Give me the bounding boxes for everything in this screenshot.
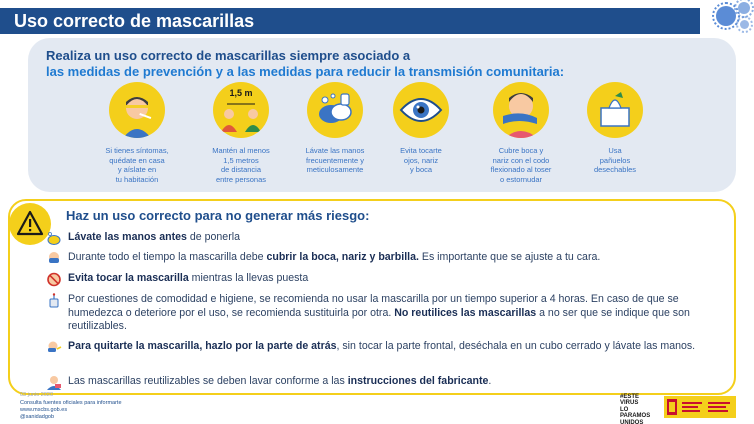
header-bar	[0, 8, 700, 34]
measure-text-line: de distancia	[220, 165, 262, 174]
cover-cough-icon	[493, 82, 549, 138]
measure-text-line: Mantén al menos	[212, 146, 270, 155]
measure-text-line: frecuentemente y	[306, 155, 364, 165]
measure-text-line: nariz con el codo	[492, 155, 550, 165]
rule-item	[46, 231, 722, 246]
slogan-line: UNIDOS	[620, 419, 644, 424]
page-title: Uso correcto de mascarillas	[14, 11, 255, 31]
eye-icon	[393, 82, 449, 138]
rule-text: Por cuestiones de comodidad e higiene, se recomienda no usar la mascarilla por un tiempo superior a 4 horas. En caso de que se humedezca o deteriore por el uso, se recomienda sustituirla por otra.	[68, 293, 679, 319]
distance-badge: 1,5 m	[229, 88, 253, 98]
measure-no-touch-face	[376, 82, 466, 175]
rule-item	[46, 272, 722, 287]
tissue-box-icon	[587, 82, 643, 138]
rule-text: mientras la llevas puesta	[188, 272, 309, 284]
rule-text: Las mascarillas reutilizables se deben lavar conforme a las	[68, 375, 348, 387]
rule-bold-text: Para quitarte la mascarilla, hazlo por la parte de atrás	[68, 340, 337, 352]
rule-bold-text: No reutilices las mascarillas	[394, 306, 537, 319]
footer-date: 03 junio 2020	[20, 392, 54, 398]
measure-text-line: 1,5 metros	[223, 155, 259, 165]
rules-title: Haz un uso correcto para no generar más riesgo:	[66, 208, 370, 223]
footer-website: www.mscbs.gob.es	[20, 407, 68, 413]
intro-line-2: las medidas de prevención y a las medidas para reducir la transmisión comunitaria:	[46, 64, 565, 79]
measure-hand-wash	[290, 82, 380, 175]
measure-distance	[196, 82, 286, 184]
slogan-line: PARAMOS	[620, 413, 651, 420]
rule-bold-text: instrucciones del fabricante	[347, 375, 489, 387]
measure-text-line: y aíslate en	[117, 165, 157, 174]
measure-stay-home	[92, 82, 182, 184]
mask-small-icon	[46, 251, 62, 266]
measure-text-line: y boca	[409, 165, 433, 174]
rule-text: a no ser que se indique que son reutilizables.	[68, 306, 690, 332]
hand-wash-icon	[307, 82, 363, 138]
measure-text-line: entre personas	[215, 174, 267, 184]
measure-tissues	[570, 82, 660, 175]
measure-text-line: Cubre boca y	[498, 146, 544, 155]
rule-bold-text: Evita tocar la mascarilla	[68, 272, 189, 284]
rule-item	[46, 340, 722, 355]
rule-item	[46, 251, 722, 266]
footer-sources: Consulta fuentes oficiales para informarte	[20, 400, 122, 406]
measure-text-line: pañuelos	[599, 155, 631, 165]
intro-line-1: Realiza un uso correcto de mascarillas siempre asociado a	[46, 48, 411, 63]
rule-text: , sin tocar la parte frontal, deséchala en un cubo cerrado y lávate las manos.	[336, 340, 696, 352]
rule-item	[46, 375, 722, 390]
hand-wash-small-icon	[46, 231, 62, 246]
measure-text-line: ojos, nariz	[403, 155, 439, 165]
footer-handle: @sanidadgob	[20, 414, 55, 420]
measure-text-line: desechables	[593, 165, 637, 174]
measure-text-line: Usa	[608, 146, 622, 155]
measure-text-line: tu habitación	[115, 174, 159, 184]
slogan-line: LO	[620, 406, 629, 413]
measure-cover-cough	[476, 82, 566, 184]
measure-text-line: o estornudar	[499, 174, 543, 184]
campaign-slogan	[620, 394, 658, 424]
rule-bold-text: cubrir la boca, nariz y barbilla.	[266, 251, 419, 263]
distance-icon	[213, 82, 269, 138]
measure-text-line: quédate en casa	[109, 155, 165, 165]
rule-text: Es importante que se ajuste a tu cara.	[418, 251, 601, 263]
washing-icon	[46, 375, 62, 390]
measure-text-line: meticulosamente	[306, 165, 364, 174]
measure-text-line: Lávate las manos	[305, 146, 365, 155]
rule-text: Durante todo el tiempo la mascarilla debe	[68, 251, 267, 263]
measure-text-line: Si tienes síntomas,	[105, 146, 169, 155]
no-touch-icon	[46, 272, 62, 287]
hygiene-icon	[46, 293, 62, 308]
sick-person-icon	[109, 82, 165, 138]
remove-mask-icon	[46, 340, 62, 355]
measure-text-line: Evita tocarte	[400, 146, 442, 155]
measure-text-line: flexionado al toser	[490, 165, 552, 174]
warning-icon	[9, 203, 51, 245]
slogan-line: #ESTE	[620, 394, 640, 400]
rule-text: de ponerla	[186, 231, 240, 243]
government-logo	[664, 396, 736, 418]
rule-text: .	[488, 375, 492, 387]
rule-item	[46, 293, 722, 334]
rule-bold-text: Lávate las manos antes	[68, 231, 187, 243]
slogan-line: VIRUS	[620, 400, 639, 407]
